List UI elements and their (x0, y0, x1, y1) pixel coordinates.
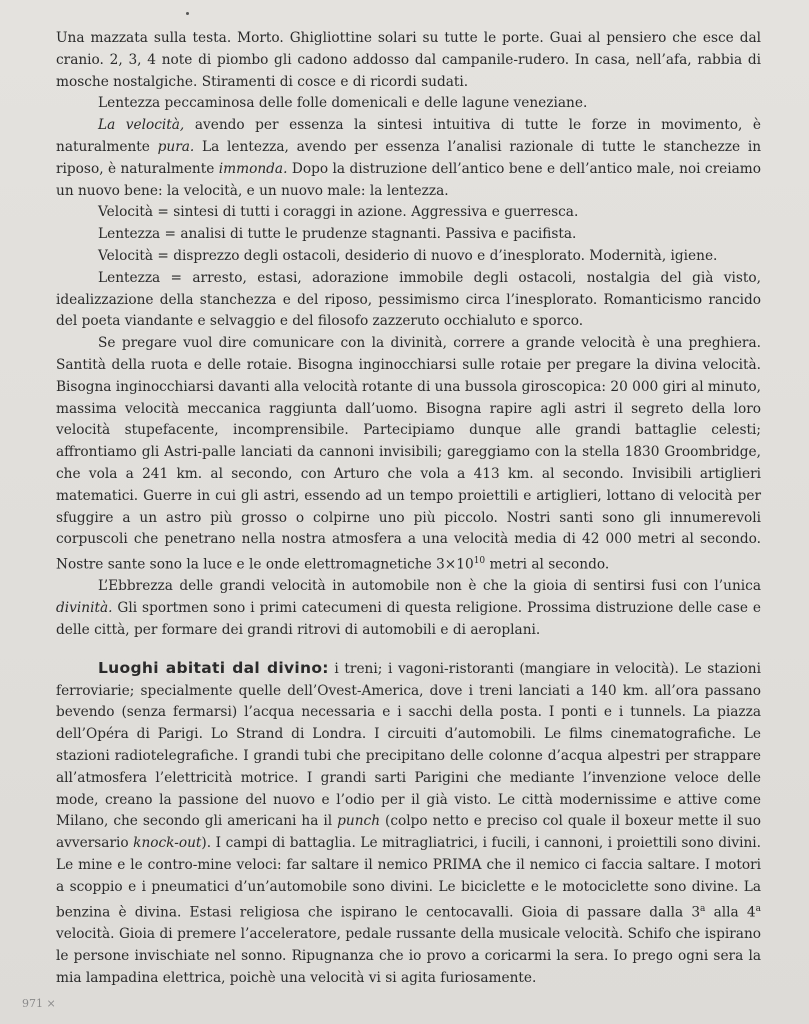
paragraph-lentezza-folle: Lentezza peccaminosa delle folle domenicali e delle lagune veneziane. (98, 95, 588, 112)
paragraph-velocita-pura (56, 115, 761, 202)
italic-velocita: La velocità, (98, 117, 185, 134)
ink-dot (186, 12, 189, 15)
text-run: alla 4 (705, 904, 756, 921)
text-run: metri al secondo. (485, 556, 610, 573)
equation-lentezza-1: Lentezza = analisi di tutte le prudenze stagnanti. Passiva e pacifista. (98, 226, 577, 243)
italic-punch: punch (337, 813, 381, 830)
section-heading: Luoghi abitati dal divino: (98, 658, 329, 677)
paragraph-ebbrezza (56, 576, 761, 641)
text-run: (colpo netto e preciso col quale il boxeur mette il suo avversario (56, 813, 761, 852)
text-run: avendo per essenza la sintesi intuitiva di tutte le forze in movimento, è naturalmente (56, 117, 762, 155)
text-run: L’Ebbrezza delle grandi velocità in automobile non è che la gioia di sentirsi fusi con l’unica (98, 578, 761, 595)
text-run: Dopo la distruzione dell’antico bene e dell’antico male, noi creiamo un nuovo bene: la velocità, e un nuovo male: la lentezza. (56, 160, 761, 199)
corner-pencil-mark: 971 × (22, 997, 56, 1010)
text-run: Se pregare vuol dire comunicare con la divinità, correre a grande velocità è una preghiera. Santità della ruota e delle rotaie. Bisogna inginocchiarsi sulle rotaie per pregare la divina velocità. Bisogna inginocchiarsi davanti alla velocità rotante di una bussola giroscopica: 20 000 giri al minuto, massima velocità meccanica raggiunta dall’uomo. Bisogna rapire agli astri il segreto della loro velocità stupefacente, incomprensibile. Partecipiamo dunque alle grandi battaglie celesti; affrontiamo gli Astri-palle lanciati da cannoni invisibili; gareggiamo con la stella 1830 Groombridge, che vola a 241 km. al secondo, con Arturo che vola a 413 km. al secondo. Invisibili artiglieri matematici. Guerre in cui gli astri, essendo ad un tempo proiettili e artiglieri, lottano di velocità per sfuggire a un astro più grosso o colpirne uno più piccolo. Nostri santi sono gli innumerevoli corpuscoli che penetrano nella nostra atmosfera a una velocità media di 42 000 metri al secondo. Nostre sante sono la luce e le onde elettromagnetiche 3×10 (56, 335, 761, 573)
paragraph-luoghi (56, 658, 761, 990)
equation-lentezza-2: Lentezza = arresto, estasi, adorazione immobile degli ostacoli, nostalgia del già visto, idealizzazione della stanchezza e del riposo, pessimismo circa l’inesplorato. Romanticismo rancido del poeta viandante e selvaggio e del filosofo zazzeruto occhialuto e sporco. (56, 269, 761, 330)
text-run: La lentezza, avendo per essenza l’analisi razionale di tutte le stanchezze in riposo, è naturalmente (56, 138, 762, 177)
superscript: a (700, 903, 706, 914)
italic-knockout: knock-out (133, 835, 202, 852)
text-run: ). I campi di battaglia. Le mitragliatrici, i fucili, i cannoni, i proiettili sono divini. Le mine e le contro-mine veloci: far saltare il nemico PRIMA che il nemico ci faccia saltare. I motori a scoppio e i pneumatici d’un’automobile sono divini. Le biciclette e le motociclette sono divine. La benzina è divina. Estasi religiosa che ispirano le centocavalli. Gioia di passare dalla 3 (56, 835, 762, 921)
italic-divinita: divinità. (56, 600, 113, 617)
equation-velocita-2: Velocità = disprezzo degli ostacoli, desiderio di nuovo e d’inesplorato. Modernità, igiene. (98, 247, 718, 264)
superscript: 10 (473, 556, 486, 567)
section-gap (56, 642, 761, 658)
paragraph-mazzata: Una mazzata sulla testa. Morto. Ghigliottine solari su tutte le porte. Guai al pensiero che esce dal cranio. 2, 3, 4 note di piombo gli cadono addosso dal campanile-rudero. In casa, nell’afa, rabbia di mosche nostalgiche. Stiramenti di cosce e di ricordi sudati. (56, 30, 761, 90)
superscript: a (755, 903, 761, 914)
equation-velocita-1: Velocità = sintesi di tutti i coraggi in azione. Aggressiva e guerresca. (98, 204, 579, 221)
paragraph-preghiera (56, 333, 761, 576)
italic-pura: pura. (157, 138, 195, 155)
text-run: velocità. Gioia di premere l’acceleratore, pedale russante della musicale velocità. Schifo che ispirano le persone invischiate nel sonno. Ripugnanza che io provo a coricarmi la sera. Io prego ogni sera la mia lampadina elettrica, poichè una velocità vi si agita furiosamente. (56, 926, 761, 986)
text-run: i treni; i vagoni-ristoranti (mangiare in velocità). Le stazioni ferroviarie; specialmente quelle dell’Ovest-America, dove i treni lanciati a 140 km. all’ora passano bevendo (senza fermarsi) l’acqua necessaria e i sacchi della posta. I ponti e i tunnels. La piazza dell’Opéra di Parigi. Lo Strand di Londra. I circuiti d’automobili. Le films cinematografiche. Le stazioni radiotelegrafiche. I grandi tubi che precipitano delle colonne d’acqua alpestri per strappare all’atmosfera l’elettricità motrice. I grandi sarti Parigini che mediante l’invenzione veloce delle mode, creano la passione del nuovo e l’odio per il già visto. Le città modernissime e attive come Milano, che secondo gli americani ha il (56, 660, 761, 830)
italic-immonda: immonda. (218, 160, 288, 177)
text-run: Gli sportmen sono i primi catecumeni di questa religione. Prossima distruzione delle case e delle città, per formare dei grandi ritrovi di automobili e di aeroplani. (56, 600, 761, 639)
